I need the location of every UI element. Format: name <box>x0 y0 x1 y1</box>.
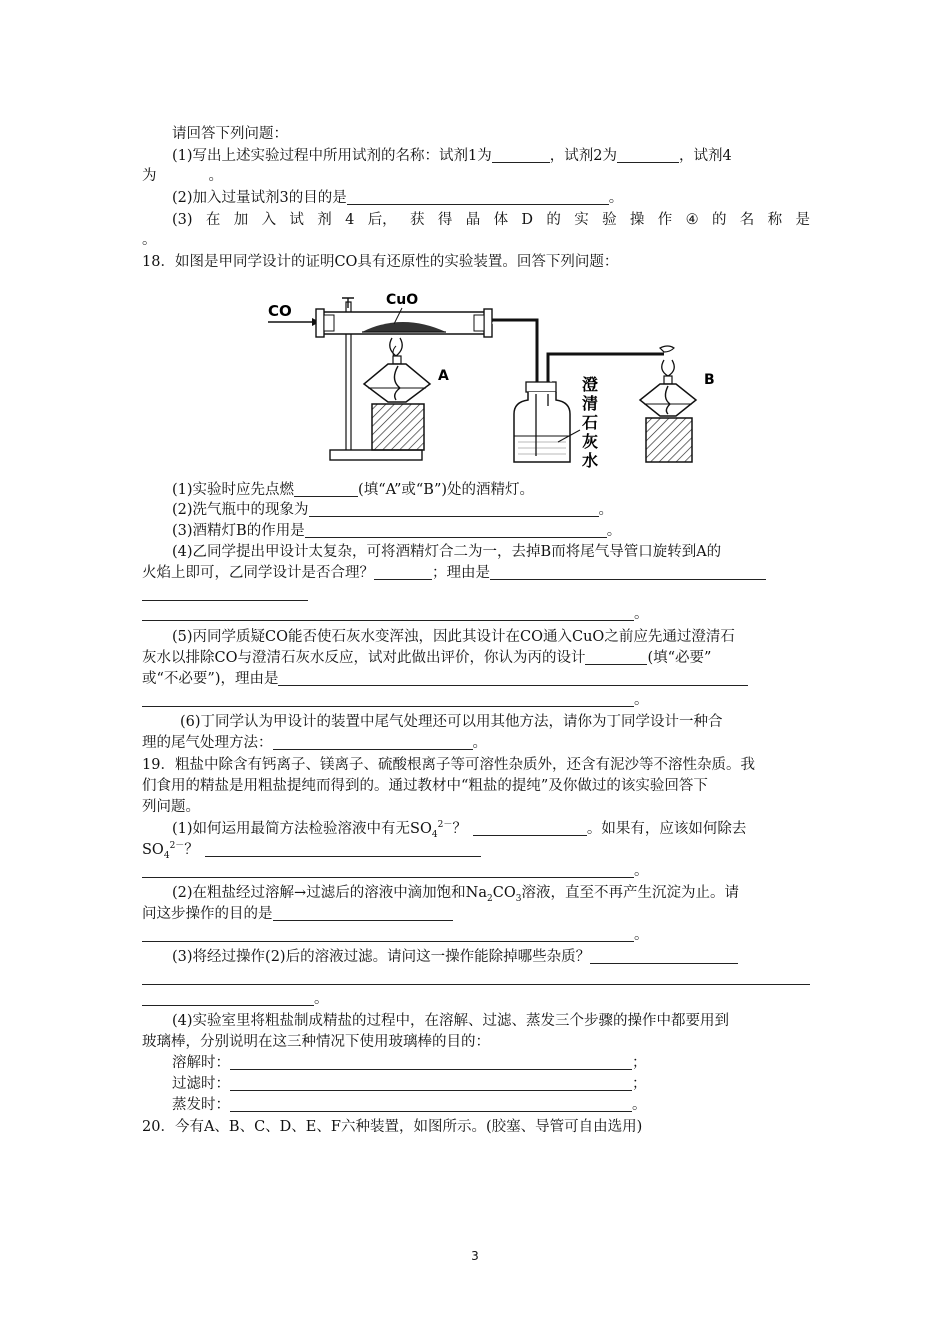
question-18-5: (5)丙同学质疑CO能否使石灰水变浑浊，因此其设计在CO通入CuO之前应先通过澄清石 <box>172 629 735 645</box>
question-19-1-cont: $SO_4^{2-}$？ <box>142 840 810 860</box>
answer-blank[interactable] <box>157 168 209 183</box>
justified-char: 获 <box>410 212 425 228</box>
answer-blank[interactable] <box>278 670 748 686</box>
question-18-5-cont: 灰水以排除CO与澄清石灰水反应，试对此做出评价，你认为丙的设计 (填“必要” <box>142 650 712 666</box>
justified-char: 验 <box>602 212 617 228</box>
answer-blank[interactable] <box>309 501 599 517</box>
co-label: CO <box>268 302 292 320</box>
question-18-3: (3)酒精灯B的作用是 。 <box>172 523 622 539</box>
justified-char: 试 <box>289 212 304 228</box>
justified-char: 得 <box>437 212 453 228</box>
answer-blank[interactable] <box>142 862 634 878</box>
justified-char: 4 <box>345 212 355 228</box>
dissolve-row: 溶解时： ； <box>172 1055 647 1071</box>
filter-row: 过滤时： ； <box>172 1076 647 1092</box>
answer-line[interactable] <box>142 600 308 601</box>
answer-blank[interactable] <box>230 1054 632 1070</box>
question-19-2-cont: 问这步操作的目的是 <box>142 904 810 924</box>
question-18-5-end: 。 <box>142 690 810 710</box>
question-19-title-cont: 们食用的精盐是用粗盐提纯而得到的。通过教材中“粗盐的提纯”及你做过的该实验回答下 <box>142 778 708 794</box>
justified-char: 剂 <box>317 212 332 228</box>
combustion-tube <box>316 309 492 337</box>
svg-text:水: 水 <box>582 451 599 470</box>
justified-char: 实 <box>574 212 589 228</box>
justified-char: 加 <box>233 212 249 228</box>
justified-char: 名 <box>739 212 755 228</box>
answer-line[interactable] <box>142 984 810 985</box>
answer-blank[interactable] <box>585 649 647 665</box>
question-18-6-cont: 理的尾气处理方法： 。 <box>142 735 487 751</box>
answer-blank[interactable] <box>142 605 634 621</box>
answer-blank[interactable] <box>294 481 358 497</box>
answer-blank[interactable] <box>305 522 607 538</box>
svg-text:灰: 灰 <box>582 432 599 451</box>
question-19-4-cont: 玻璃棒，分别说明在这三种情况下使用玻璃棒的目的： <box>142 1034 490 1050</box>
intro-text: 请回答下列问题： <box>172 126 288 142</box>
question-17-1: (1)写出上述实验过程中所用试剂的名称：试剂1为 ，试剂2为 ，试剂4 <box>172 148 732 164</box>
justified-char: 入 <box>261 212 277 228</box>
justified-char: ④ <box>685 212 699 228</box>
question-18-4-end: 。 <box>142 604 810 624</box>
answer-blank[interactable] <box>142 990 314 1006</box>
answer-blank[interactable] <box>490 564 766 580</box>
limewater-label <box>582 375 598 470</box>
answer-blank[interactable] <box>230 1075 632 1091</box>
question-18-5-cont2: 或“不必要”)，理由是 <box>142 669 810 689</box>
svg-text:澄: 澄 <box>582 375 599 394</box>
justified-char: 体 <box>493 212 509 228</box>
answer-blank[interactable] <box>230 1096 632 1112</box>
question-19-3-end: 。 <box>142 989 810 1009</box>
justified-char: 的 <box>546 212 561 228</box>
justified-char: D <box>521 212 534 228</box>
question-18-title: 18．如图是甲同学设计的证明CO具有还原性的实验装置。回答下列问题： <box>142 254 619 270</box>
justified-char: 晶 <box>465 212 481 228</box>
question-19-1: (1)如何运用最简方法检验溶液中有无$SO_4^{2-}$？ 。如果有，应该如何除去 <box>172 820 747 840</box>
page-number: 3 <box>471 1249 479 1263</box>
answer-blank[interactable] <box>273 905 453 921</box>
justified-char: 称 <box>767 212 783 228</box>
question-20-title: 20．今有A、B、C、D、E、F六种装置，如图所示。(胶塞、导管可自由选用) <box>142 1119 643 1135</box>
alcohol-lamp-a <box>364 338 430 450</box>
question-18-4-cont: 火焰上即可，乙同学设计是否合理？ ；理由是 <box>142 563 810 583</box>
answer-blank[interactable] <box>347 189 609 205</box>
svg-text:石: 石 <box>582 413 599 432</box>
label-a: A <box>438 368 449 384</box>
answer-blank[interactable] <box>142 926 634 942</box>
answer-blank[interactable] <box>590 948 738 964</box>
question-17-2: (2)加入过量试剂3的目的是 。 <box>172 190 624 206</box>
question-19-2: (2)在粗盐经过溶解→过滤后的溶液中滴加饱和$Na_2CO_3$溶液，直至不再产生沉淀为止。请 <box>172 885 739 904</box>
label-b: B <box>704 372 715 388</box>
question-18-2: (2)洗气瓶中的现象为 。 <box>172 502 614 518</box>
answer-blank[interactable] <box>374 564 432 580</box>
question-19-2-end: 。 <box>142 925 810 945</box>
svg-text:清: 清 <box>582 394 599 413</box>
washing-bottle <box>514 382 570 462</box>
question-19-3: (3)将经过操作(2)后的溶液过滤。请问这一操作能除掉哪些杂质？ <box>172 947 810 967</box>
question-17-1-cont: 为 。 <box>142 168 223 184</box>
question-19-4: (4)实验室里将粗盐制成精盐的过程中，在溶解、过滤、蒸发三个步骤的操作中都要用到 <box>172 1013 730 1029</box>
evaporate-row: 蒸发时： 。 <box>172 1097 647 1113</box>
justified-char: 后， <box>367 212 397 228</box>
question-17-3-end: 。 <box>142 232 157 248</box>
question-19-title-cont2: 列问题。 <box>142 799 200 815</box>
answer-blank[interactable] <box>142 691 634 707</box>
justified-char: 的 <box>711 212 727 228</box>
answer-blank[interactable] <box>492 147 550 163</box>
answer-blank[interactable] <box>205 841 481 857</box>
question-17-3 <box>172 210 810 230</box>
answer-blank[interactable] <box>473 820 587 836</box>
question-19-1-end: 。 <box>142 861 810 881</box>
justified-char: 作 <box>657 212 673 228</box>
apparatus-figure <box>262 290 732 470</box>
justified-char: 是 <box>795 212 810 228</box>
justified-char: (3) <box>172 212 193 228</box>
question-18-4: (4)乙同学提出甲设计太复杂，可将酒精灯合二为一，去掉B而将尾气导管口旋转到A的 <box>172 544 722 560</box>
question-19-title: 19．粗盐中除含有钙离子、镁离子、硫酸根离子等可溶性杂质外，还含有泥沙等不溶性杂质。我 <box>142 757 755 773</box>
justified-char: 操 <box>629 212 645 228</box>
alcohol-lamp-b <box>640 346 696 462</box>
answer-blank[interactable] <box>273 734 473 750</box>
cuo-label: CuO <box>386 292 419 308</box>
answer-blank[interactable] <box>617 147 679 163</box>
justified-char: 在 <box>205 212 221 228</box>
question-18-1: (1)实验时应先点燃 (填“A”或“B”)处的酒精灯。 <box>172 482 535 498</box>
question-18-6: (6)丁同学认为甲设计的装置中尾气处理还可以用其他方法，请你为丁同学设计一种合 <box>180 714 723 730</box>
